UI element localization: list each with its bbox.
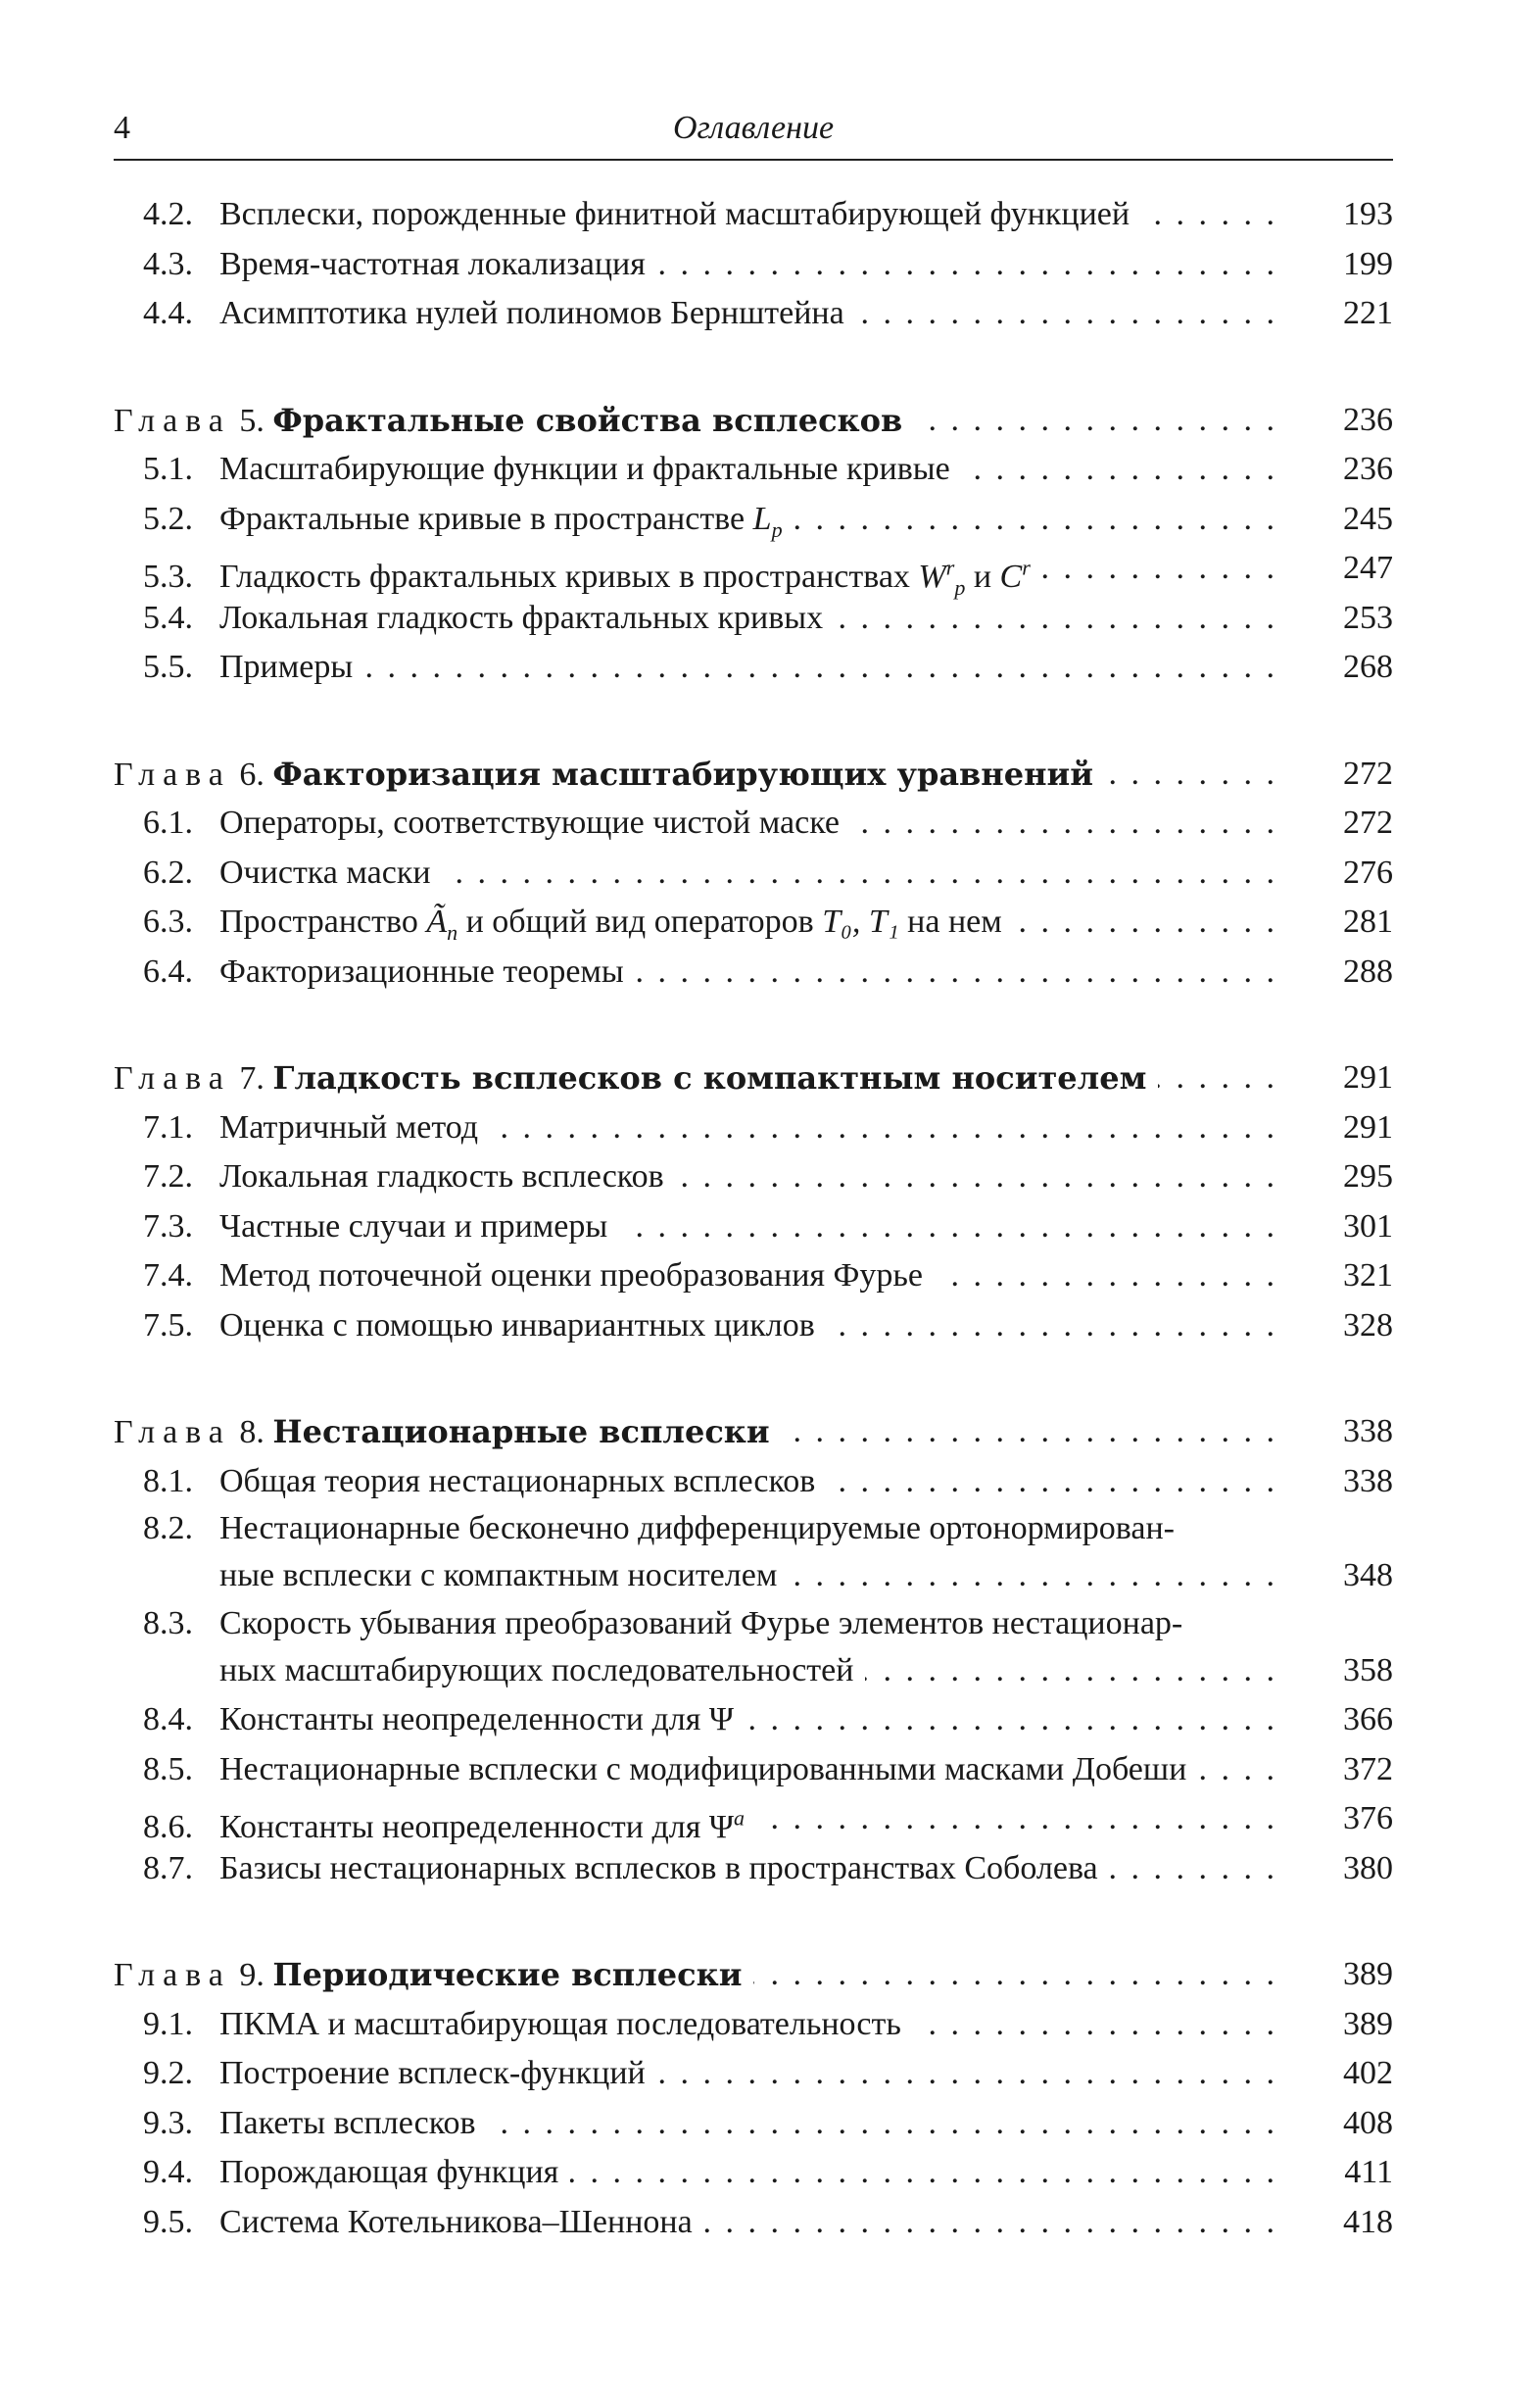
section-number: 5.3. (143, 559, 193, 596)
toc-entry[interactable] (114, 445, 1393, 495)
toc-entry[interactable] (114, 643, 1393, 693)
toc-entry[interactable] (114, 240, 1393, 290)
chapter-title: Факторизация масштабирующих уравнений (272, 755, 1093, 793)
section-number: 7.5. (143, 1306, 193, 1344)
page-ref: 366 (1343, 1701, 1393, 1737)
page-ref: 245 (1343, 500, 1393, 537)
page-ref: 301 (1343, 1207, 1393, 1245)
conjunction: и (973, 559, 992, 596)
page-ref: 411 (1344, 2154, 1393, 2190)
section-number: 9.1. (143, 2005, 193, 2042)
toc-entry[interactable] (114, 2000, 1393, 2050)
math-symbol: Ã (426, 904, 448, 940)
section-number: 7.3. (143, 1207, 193, 1245)
section-title: Порождающая функция (219, 2154, 559, 2190)
page-ref: 295 (1343, 1158, 1393, 1195)
toc-entry-multiline[interactable] (114, 1506, 1393, 1601)
toc-entry[interactable] (114, 1251, 1393, 1301)
page-ref: 268 (1343, 649, 1393, 685)
section-title: Масштабирующие функции и фрактальные кривые (219, 451, 950, 487)
section-number: 6.4. (143, 953, 193, 990)
section-title-line1: Нестационарные бесконечно дифференцируемые ортонормирован- (219, 1510, 1175, 1546)
toc-entry[interactable] (114, 2198, 1393, 2248)
section-number: 8.6. (143, 1809, 193, 1846)
section-title: Факторизационные теоремы (219, 953, 624, 990)
section-number: 8.5. (143, 1750, 193, 1787)
math-symbol: L (752, 500, 772, 537)
page-ref: 221 (1343, 295, 1393, 331)
section-title: Константы неопределенности для Ψ (219, 1701, 734, 1737)
section-number: 5.4. (143, 599, 193, 636)
section-title: Всплески, порожденные финитной масштабирующей функцией (219, 196, 1131, 232)
section-title: Константы неопределенности для Ψ (219, 1809, 734, 1846)
math-superscript-2: r (1022, 556, 1031, 580)
section-title: Метод поточечной оценки преобразования Фурье (219, 1257, 924, 1294)
toc-entry[interactable] (114, 2148, 1393, 2198)
chapter-title: Фрактальные свойства всплесков (272, 401, 903, 439)
chapter-title: Нестационарные всплески (272, 1413, 770, 1450)
math-symbol: W (918, 559, 946, 596)
toc-entry[interactable] (114, 799, 1393, 849)
chapter-word: Глава (114, 1414, 231, 1450)
section-title: Частные случаи и примеры (219, 1207, 608, 1245)
section-number: 7.4. (143, 1257, 193, 1294)
page-ref: 321 (1343, 1257, 1393, 1294)
section-number: 5.5. (143, 649, 193, 685)
page-ref: 193 (1343, 196, 1393, 232)
section-title: Локальная гладкость фрактальных кривых (219, 599, 824, 636)
chapter-title: Гладкость всплесков с компактным носителем (272, 1059, 1147, 1097)
page-ref: 272 (1343, 755, 1393, 792)
toc-entry[interactable] (114, 1457, 1393, 1507)
section-number: 6.1. (143, 805, 193, 841)
math-subscript: n (447, 919, 458, 945)
section-number: 4.3. (143, 245, 193, 282)
page-ref: 408 (1343, 2104, 1393, 2141)
chapter-word: Глава (114, 1060, 231, 1097)
section-title: Нестационарные всплески с модифицированными масками Добеши (219, 1750, 1187, 1787)
toc-entry[interactable] (114, 289, 1393, 339)
section-title-end: на нем (907, 904, 1002, 940)
section-number: 5.1. (143, 451, 193, 487)
toc-entry-multiline[interactable] (114, 1601, 1393, 1696)
section-title: Оценка с помощью инвариантных циклов (219, 1306, 815, 1344)
section-title: Матричный метод (219, 1108, 479, 1146)
section-title: Гладкость фрактальных кривых в пространствах (219, 559, 910, 596)
section-title: Примеры (219, 649, 354, 685)
toc-entry[interactable] (114, 1695, 1393, 1745)
page-ref: 291 (1343, 1108, 1393, 1146)
page-ref: 288 (1343, 953, 1393, 990)
section-title: Операторы, соответствующие чистой маске (219, 805, 840, 841)
section-title: Пакеты всплесков (219, 2104, 476, 2141)
page-ref: 372 (1343, 1750, 1393, 1787)
toc-entry[interactable] (114, 1745, 1393, 1795)
section-number: 7.1. (143, 1108, 193, 1146)
page-ref: 338 (1343, 1462, 1393, 1499)
page-ref: 291 (1343, 1059, 1393, 1096)
math-superscript: r (945, 556, 955, 580)
section-title: Система Котельникова–Шеннона (219, 2203, 693, 2240)
section-title: Локальная гладкость всплесков (219, 1158, 664, 1195)
page-ref: 418 (1343, 2203, 1393, 2240)
section-number: 5.2. (143, 500, 193, 537)
section-title: Очистка маски (219, 854, 431, 891)
page-ref: 402 (1343, 2055, 1393, 2091)
section-number: 6.3. (143, 904, 193, 940)
section-title-cont: и общий вид операторов (465, 904, 814, 940)
section-number: 9.5. (143, 2203, 193, 2240)
toc-entry[interactable] (114, 1844, 1393, 1894)
section-number: 7.2. (143, 1158, 193, 1195)
toc-entry[interactable] (114, 948, 1393, 998)
section-title: ПКМА и масштабирующая последовательность (219, 2005, 901, 2042)
section-title: Общая теория нестационарных всплесков (219, 1462, 816, 1499)
chapter-number: 9. (239, 1957, 265, 1993)
section-number: 9.4. (143, 2154, 193, 2190)
page-number: 4 (114, 110, 130, 146)
math-operators: T₀, T₁ (822, 904, 899, 940)
page-title: Оглавление (672, 110, 835, 146)
section-number: 4.4. (143, 295, 193, 331)
section-number: 8.3. (143, 1604, 193, 1641)
toc-entry[interactable] (114, 1794, 1393, 1844)
chapter-number: 7. (239, 1060, 265, 1097)
page-ref: 236 (1343, 451, 1393, 487)
page-ref: 199 (1343, 245, 1393, 282)
page-ref: 358 (1343, 1651, 1393, 1688)
chapter-word: Глава (114, 402, 231, 439)
section-number: 8.7. (143, 1849, 193, 1886)
section-number: 9.2. (143, 2055, 193, 2091)
toc-entry[interactable] (114, 594, 1393, 644)
chapter-entry[interactable] (114, 1407, 1393, 1457)
toc-entry[interactable] (114, 2099, 1393, 2149)
page-ref: 380 (1343, 1849, 1393, 1886)
chapter-number: 5. (239, 402, 265, 439)
page-ref: 281 (1343, 904, 1393, 940)
math-subscript: p (771, 516, 783, 542)
page-ref: 376 (1343, 1800, 1393, 1836)
chapter-entry[interactable] (114, 1950, 1393, 2000)
page-ref: 348 (1343, 1557, 1393, 1593)
chapter-word: Глава (114, 1957, 231, 1993)
toc-entry[interactable] (114, 898, 1393, 948)
section-number: 6.2. (143, 854, 193, 891)
page-ref: 389 (1343, 2005, 1393, 2042)
toc-entry[interactable] (114, 1202, 1393, 1252)
section-number: 9.3. (143, 2104, 193, 2141)
chapter-entry[interactable] (114, 1053, 1393, 1103)
page-ref: 389 (1343, 1956, 1393, 1992)
page-ref: 247 (1343, 550, 1393, 586)
toc-entry[interactable] (114, 849, 1393, 899)
section-title: Базисы нестационарных всплесков в пространствах Соболева (219, 1849, 1098, 1886)
chapter-entry[interactable] (114, 750, 1393, 800)
chapter-number: 6. (239, 756, 265, 793)
section-title: Время-частотная локализация (219, 245, 646, 282)
section-title-line2: ных масштабирующих последовательностей (219, 1651, 854, 1688)
toc-entry[interactable] (114, 190, 1393, 240)
section-number: 8.1. (143, 1462, 193, 1499)
math-superscript: a (733, 1806, 745, 1831)
section-number: 8.4. (143, 1701, 193, 1737)
toc-entry[interactable] (114, 2049, 1393, 2099)
math-subscript: p (954, 575, 966, 601)
toc-page (114, 106, 1393, 2247)
chapter-entry[interactable] (114, 396, 1393, 446)
toc-entry[interactable] (114, 495, 1393, 545)
section-title-line2: ные всплески с компактным носителем (219, 1557, 778, 1593)
section-number: 8.2. (143, 1510, 193, 1546)
chapter-word: Глава (114, 756, 231, 793)
math-symbol-2: C (999, 559, 1023, 596)
table-of-contents (114, 190, 1393, 2247)
toc-entry[interactable] (114, 544, 1393, 601)
toc-entry[interactable] (114, 1103, 1393, 1153)
page-ref: 272 (1343, 805, 1393, 841)
toc-entry[interactable] (114, 1301, 1393, 1351)
toc-entry[interactable] (114, 1152, 1393, 1202)
section-number: 4.2. (143, 196, 193, 232)
running-header (114, 106, 1393, 161)
page-ref: 338 (1343, 1413, 1393, 1449)
section-title: Фрактальные кривые в пространстве (219, 500, 746, 537)
section-title: Пространство (219, 904, 418, 940)
chapter-title: Периодические всплески (272, 1956, 743, 1993)
page-ref: 276 (1343, 854, 1393, 891)
page-ref: 328 (1343, 1306, 1393, 1344)
section-title-line1: Скорость убывания преобразований Фурье элементов нестационар- (219, 1604, 1183, 1641)
section-title: Асимптотика нулей полиномов Бернштейна (219, 295, 844, 331)
section-title: Построение всплеск-функций (219, 2055, 646, 2091)
chapter-number: 8. (239, 1414, 265, 1450)
page-ref: 253 (1343, 599, 1393, 636)
page-ref: 236 (1343, 401, 1393, 438)
